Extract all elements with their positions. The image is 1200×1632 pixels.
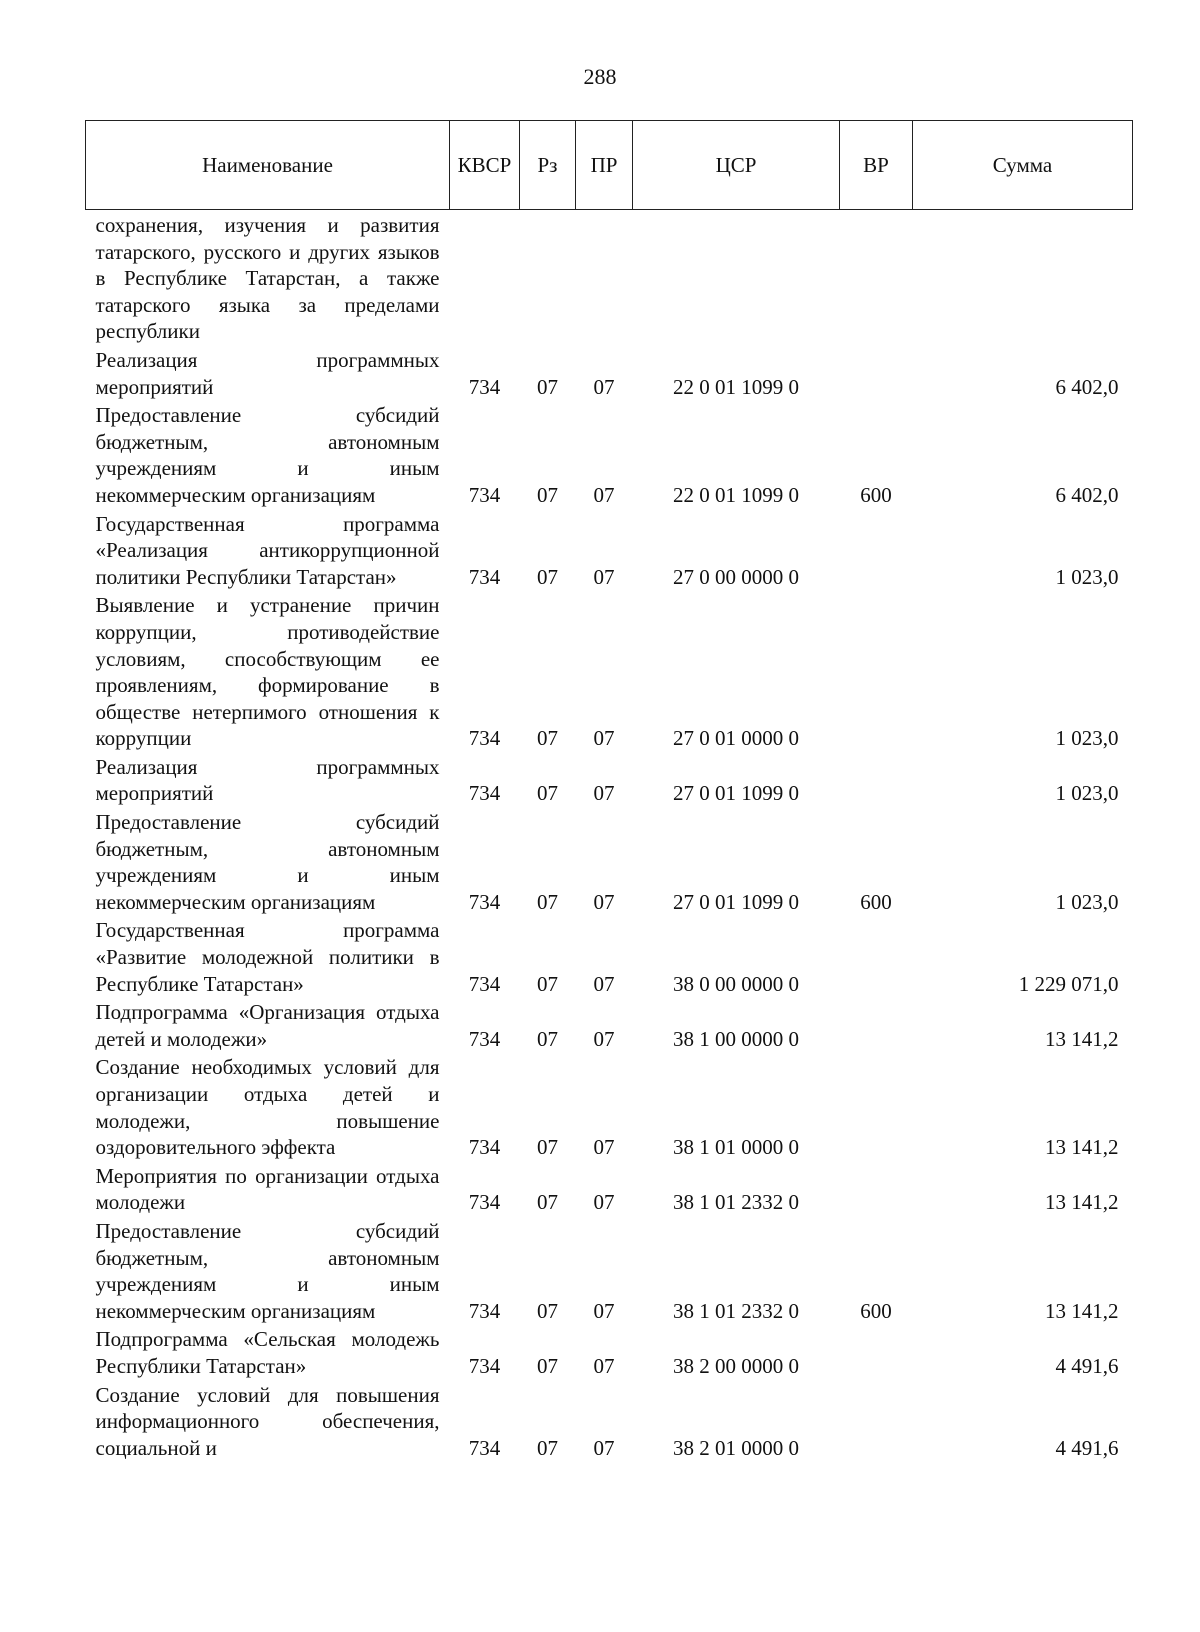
cell-pr: 07 xyxy=(593,889,615,914)
cell-csr: 22 0 01 1099 0 xyxy=(673,374,799,399)
table-row xyxy=(86,592,1133,754)
cell-sum: 6 402,0 xyxy=(1055,374,1119,399)
cell-sum: 1 023,0 xyxy=(1055,564,1119,589)
table-row xyxy=(86,754,1133,809)
cell-csr xyxy=(633,210,840,347)
cell-sum: 13 141,2 xyxy=(1045,1298,1119,1323)
cell-name: Подпрограмма «Организация отдыха детей и молодежи» xyxy=(95,1000,440,1051)
cell-pr: 07 xyxy=(593,1435,615,1460)
cell-name: Создание условий для повышения информационного обеспечения, социальной и xyxy=(95,1382,440,1460)
cell-rz: 07 xyxy=(537,564,558,589)
cell-sum: 1 023,0 xyxy=(1055,781,1119,806)
cell-sum xyxy=(913,210,1133,347)
cell-kvsr: 734 xyxy=(468,1353,501,1378)
cell-rz: 07 xyxy=(537,726,558,751)
cell-sum: 1 229 071,0 xyxy=(1018,971,1119,996)
cell-kvsr: 734 xyxy=(468,374,501,399)
cell-vr xyxy=(840,592,913,754)
table-row xyxy=(86,1054,1133,1162)
cell-csr: 38 1 01 0000 0 xyxy=(673,1135,799,1160)
cell-rz: 07 xyxy=(537,1435,558,1460)
cell-csr: 38 1 01 2332 0 xyxy=(673,1298,799,1323)
table-row xyxy=(86,347,1133,402)
header-vr: ВР xyxy=(840,121,913,210)
table-row xyxy=(86,917,1133,999)
cell-name: Выявление и устранение причин коррупции, противодействие условиям, способствующим ее проявлениям, формирование в обществе нетерпимого отношения к коррупции xyxy=(95,593,440,751)
cell-sum: 6 402,0 xyxy=(1055,482,1119,507)
cell-sum: 1 023,0 xyxy=(1055,726,1119,751)
cell-csr: 38 0 00 0000 0 xyxy=(673,971,799,996)
cell-kvsr: 734 xyxy=(468,564,501,589)
cell-pr xyxy=(576,210,633,347)
cell-kvsr: 734 xyxy=(468,889,501,914)
cell-vr xyxy=(840,511,913,593)
cell-name: сохранения, изучения и развития татарского, русского и других языков в Республике Татарстан, а также татарского языка за пределами республики xyxy=(95,213,440,344)
cell-name: Создание необходимых условий для организации отдыха детей и молодежи, повышение оздоровительного эффекта xyxy=(95,1055,440,1160)
cell-rz: 07 xyxy=(537,1026,558,1051)
table-header xyxy=(86,121,1133,210)
table-row xyxy=(86,511,1133,593)
table-row xyxy=(86,402,1133,510)
header-rz: Рз xyxy=(520,121,576,210)
cell-csr: 22 0 01 1099 0 xyxy=(673,482,799,507)
cell-vr: 600 xyxy=(860,482,892,507)
header-sum: Сумма xyxy=(913,121,1133,210)
header-kvsr: КВСР xyxy=(450,121,520,210)
cell-name: Реализация программных мероприятий xyxy=(95,347,440,399)
cell-vr: 600 xyxy=(860,1298,892,1323)
cell-kvsr: 734 xyxy=(468,482,501,507)
cell-vr xyxy=(840,754,913,809)
cell-pr: 07 xyxy=(593,564,615,589)
cell-kvsr: 734 xyxy=(468,1026,501,1051)
cell-name: Государственная программа «Реализация антикоррупционной политики Республики Татарстан» xyxy=(95,511,440,589)
table-row xyxy=(86,1218,1133,1326)
cell-csr: 38 1 01 2332 0 xyxy=(673,1190,799,1215)
cell-rz: 07 xyxy=(537,1298,558,1323)
cell-pr: 07 xyxy=(593,1026,615,1051)
cell-rz: 07 xyxy=(537,781,558,806)
cell-pr: 07 xyxy=(593,1135,615,1160)
table-body xyxy=(86,210,1133,1464)
cell-sum: 4 491,6 xyxy=(1055,1435,1119,1460)
cell-sum: 4 491,6 xyxy=(1055,1353,1119,1378)
cell-csr: 38 1 00 0000 0 xyxy=(673,1026,799,1051)
cell-sum: 13 141,2 xyxy=(1045,1026,1119,1051)
cell-kvsr: 734 xyxy=(468,1135,501,1160)
cell-kvsr xyxy=(450,210,520,347)
cell-name: Мероприятия по организации отдыха молодежи xyxy=(95,1163,440,1215)
cell-vr xyxy=(840,210,913,347)
cell-rz: 07 xyxy=(537,971,558,996)
cell-vr xyxy=(840,347,913,402)
table-row xyxy=(86,1163,1133,1218)
cell-kvsr: 734 xyxy=(468,726,501,751)
cell-rz: 07 xyxy=(537,374,558,399)
table-row xyxy=(86,1382,1133,1464)
cell-vr xyxy=(840,917,913,999)
cell-rz: 07 xyxy=(537,1353,558,1378)
cell-rz: 07 xyxy=(537,1190,558,1215)
cell-csr: 38 2 00 0000 0 xyxy=(673,1353,799,1378)
table-row xyxy=(86,210,1133,347)
cell-csr: 38 2 01 0000 0 xyxy=(673,1435,799,1460)
cell-sum: 13 141,2 xyxy=(1045,1135,1119,1160)
cell-csr: 27 0 01 0000 0 xyxy=(673,726,799,751)
cell-name: Предоставление субсидий бюджетным, автономным учреждениям и иным некоммерческим организациям xyxy=(95,810,440,914)
cell-vr xyxy=(840,1326,913,1381)
cell-csr: 27 0 01 1099 0 xyxy=(673,781,799,806)
cell-pr: 07 xyxy=(593,1298,615,1323)
cell-pr: 07 xyxy=(593,374,615,399)
cell-vr xyxy=(840,1382,913,1464)
cell-rz: 07 xyxy=(537,889,558,914)
cell-sum: 1 023,0 xyxy=(1055,889,1119,914)
cell-rz: 07 xyxy=(537,1135,558,1160)
cell-pr: 07 xyxy=(593,1190,615,1215)
header-csr: ЦСР xyxy=(633,121,840,210)
cell-csr: 27 0 00 0000 0 xyxy=(673,564,799,589)
cell-kvsr: 734 xyxy=(468,971,501,996)
cell-name: Государственная программа «Развитие молодежной политики в Республике Татарстан» xyxy=(95,918,440,996)
header-name: Наименование xyxy=(86,121,450,210)
cell-pr: 07 xyxy=(593,781,615,806)
cell-name: Реализация программных мероприятий xyxy=(95,754,440,806)
cell-kvsr: 734 xyxy=(468,1298,501,1323)
cell-pr: 07 xyxy=(593,726,615,751)
cell-kvsr: 734 xyxy=(468,1190,501,1215)
header-pr: ПР xyxy=(576,121,633,210)
cell-name: Предоставление субсидий бюджетным, автономным учреждениям и иным некоммерческим организациям xyxy=(95,403,440,507)
cell-vr xyxy=(840,1163,913,1218)
cell-pr: 07 xyxy=(593,482,615,507)
cell-csr: 27 0 01 1099 0 xyxy=(673,889,799,914)
cell-rz: 07 xyxy=(537,482,558,507)
cell-vr xyxy=(840,999,913,1054)
cell-name: Предоставление субсидий бюджетным, автономным учреждениям и иным некоммерческим организациям xyxy=(95,1218,440,1323)
cell-name: Подпрограмма «Сельская молодежь Республики Татарстан» xyxy=(95,1327,440,1378)
budget-table xyxy=(85,120,1133,1463)
table-row xyxy=(86,809,1133,917)
table-row xyxy=(86,999,1133,1054)
cell-pr: 07 xyxy=(593,1353,615,1378)
table-row xyxy=(86,1326,1133,1381)
cell-rz xyxy=(520,210,576,347)
cell-sum: 13 141,2 xyxy=(1045,1190,1119,1215)
page-number: 288 xyxy=(583,64,617,89)
cell-pr: 07 xyxy=(593,971,615,996)
cell-kvsr: 734 xyxy=(468,1435,501,1460)
cell-kvsr: 734 xyxy=(468,781,501,806)
cell-vr: 600 xyxy=(860,889,892,914)
cell-vr xyxy=(840,1054,913,1162)
